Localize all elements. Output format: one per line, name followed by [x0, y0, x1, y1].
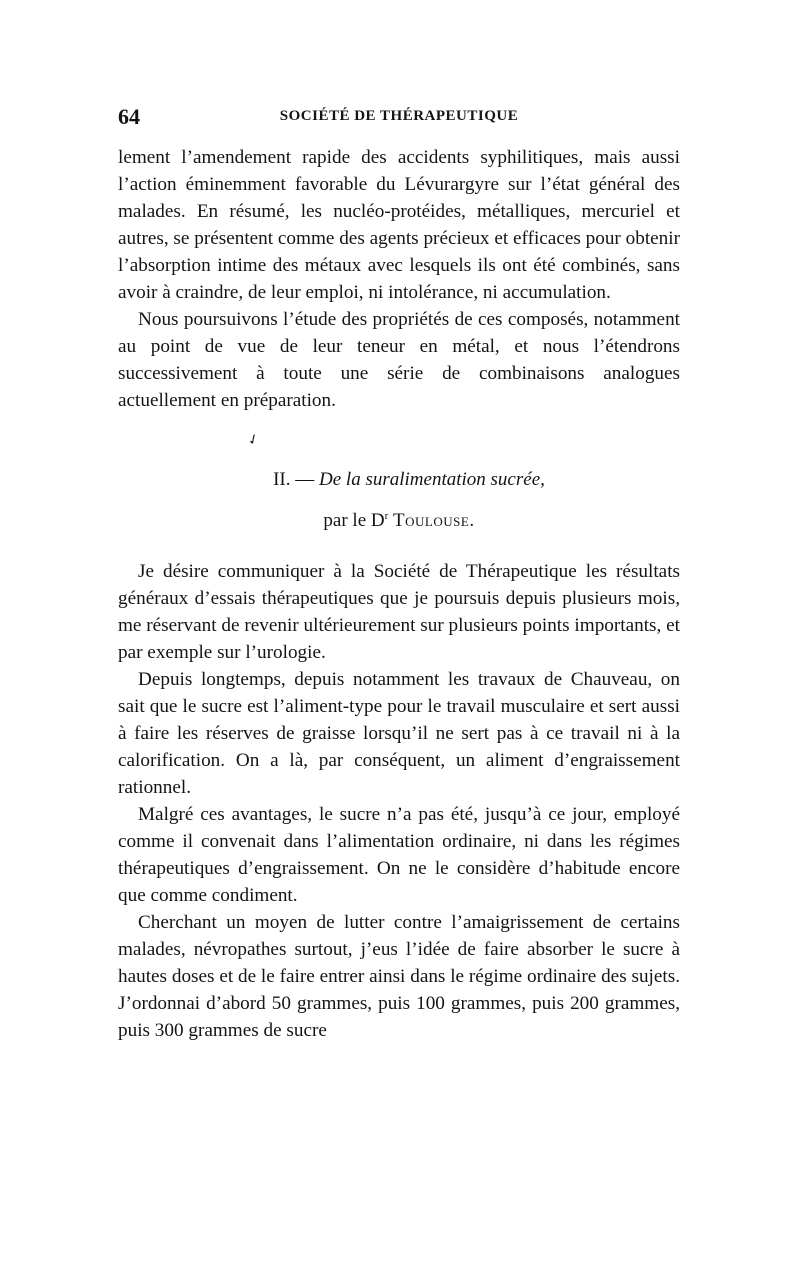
paragraph-advantages: Malgré ces avantages, le sucre n’a pas été, jusqu’à ce jour, employé comme il convenait dans l’alimentation ordinaire, ni dans les régimes thérapeutiques d’engraissement. On ne le considère d’habitude encore que comme condiment. [118, 804, 680, 906]
author-line [118, 507, 680, 534]
running-head [118, 104, 680, 144]
author-prefix: par le D [323, 510, 385, 531]
paragraph-study: Nous poursuivons l’étude des propriétés de ces composés, notamment au point de vue de leur teneur en métal, et nous l’étendrons successivement à toute une série de combinaisons analogues actuellement en préparation. [118, 309, 680, 411]
stray-mark [118, 414, 680, 466]
author-name: Toulouse. [393, 510, 475, 531]
paragraph-intro: Je désire communiquer à la Société de Thérapeutique les résultats généraux d’essais thérapeutiques que je poursuis depuis plusieurs mois, me réservant de revenir ultérieurement sur plusieurs points importants, et par exemple sur l’urologie. [118, 561, 680, 663]
paragraph-chauveau: Depuis longtemps, depuis notamment les travaux de Chauveau, on sait que le sucre est l’aliment-type pour le travail musculaire et sert aussi à faire les réserves de graisse lorsqu’il ne sert pas à ce travail ni à la calorification. On a là, par conséquent, un aliment d’engraissement rationnel. [118, 669, 680, 798]
section-title: De la suralimentation sucrée, [319, 469, 545, 490]
checkmark-icon: ✓ [245, 431, 263, 450]
paragraph-doses: Cherchant un moyen de lutter contre l’amaigrissement de certains malades, névropathes surtout, j’eus l’idée de faire absorber le sucre à hautes doses et de le faire entrer ainsi dans le régime ordinaire des sujets. J’ordonnai d’abord 50 grammes, puis 100 grammes, puis 200 grammes, puis 300 grammes de sucre [118, 912, 680, 1041]
section-heading [118, 466, 680, 493]
author-title-sup: r [384, 510, 389, 522]
section-number: II. — [273, 469, 315, 490]
page-number: 64 [118, 104, 140, 129]
book-page [118, 104, 680, 1044]
paragraph-continuation: lement l’amendement rapide des accidents syphilitiques, mais aussi l’action éminemment favorable du Lévurargyre sur l’état général des malades. En résumé, les nucléo-protéides, métalliques, mercuriel et autres, se présentent comme des agents précieux et efficaces pour obtenir l’absorption intime des métaux avec lesquels ils ont été combinés, sans avoir à craindre, de leur emploi, ni intolérance, ni accumulation. [118, 147, 680, 303]
running-title: SOCIÉTÉ DE THÉRAPEUTIQUE [279, 108, 519, 124]
